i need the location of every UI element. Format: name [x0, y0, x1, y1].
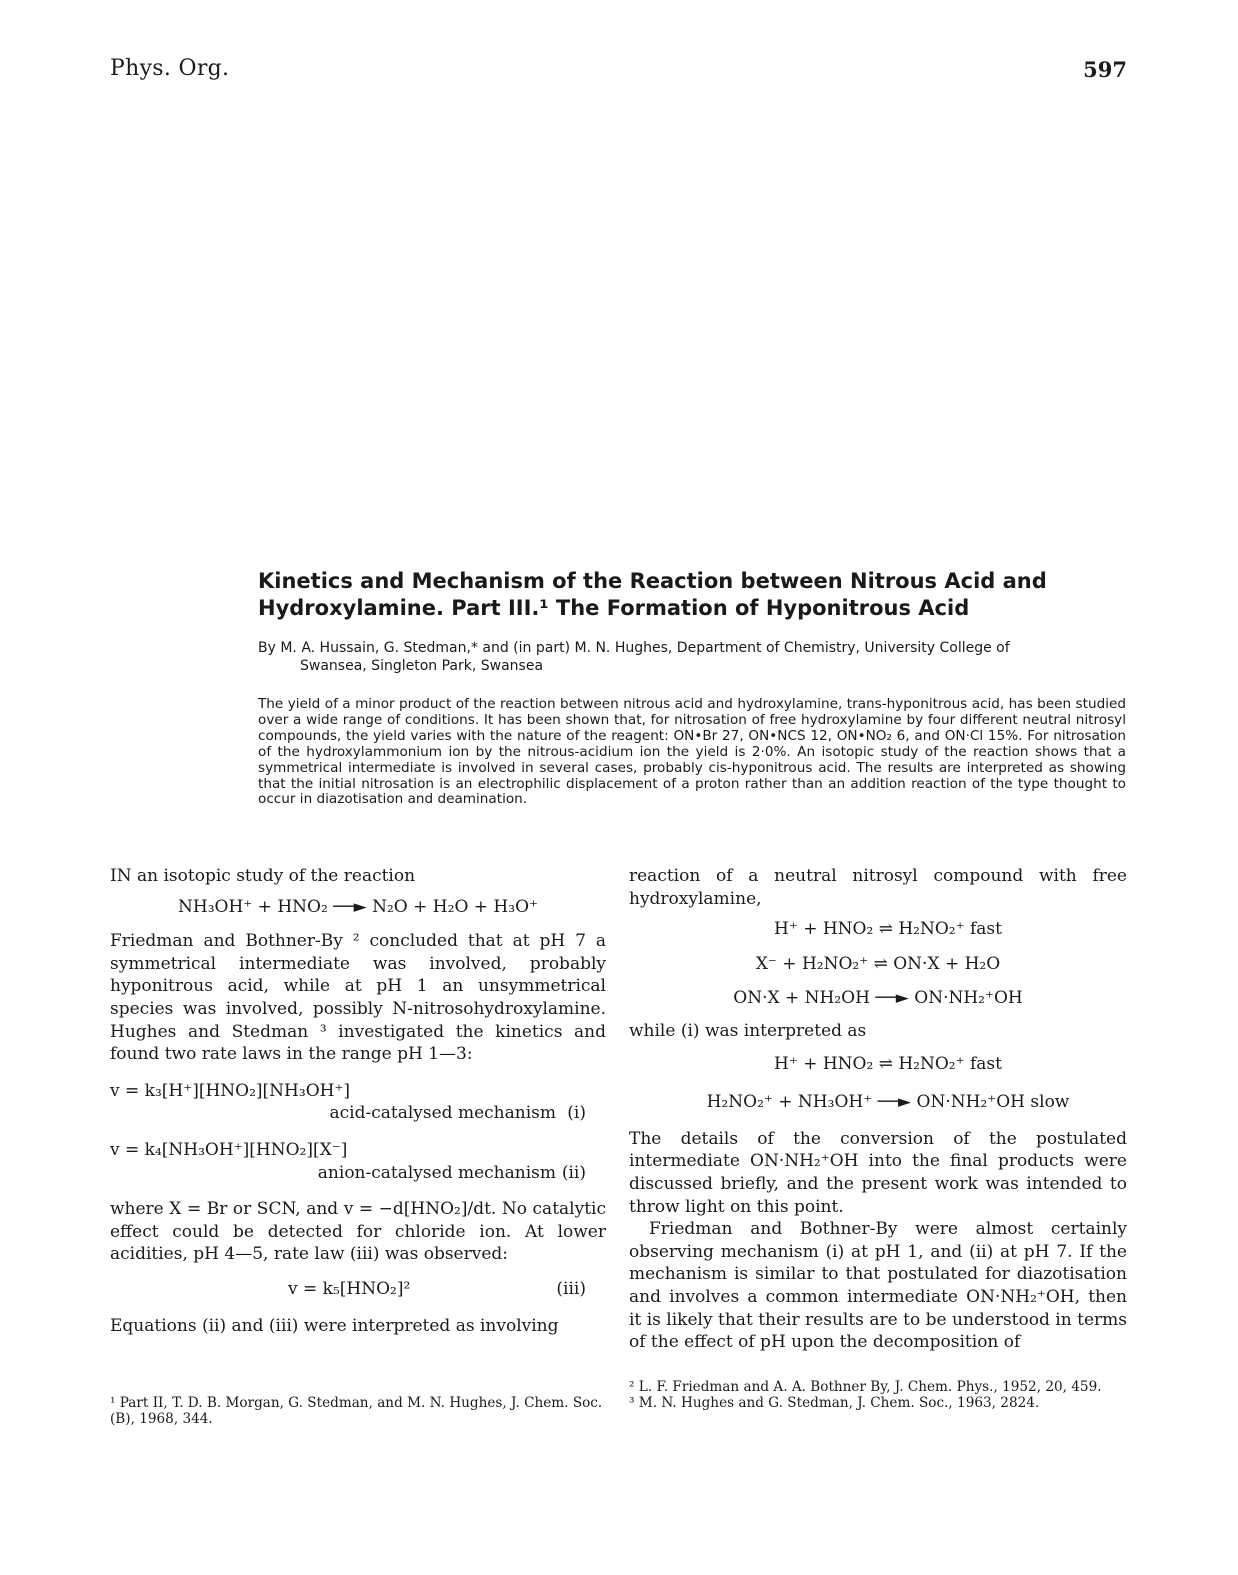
rate-law-i-label: acid-catalysed mechanism: [329, 1103, 556, 1124]
rate-law-i-equation: v = k₃[H⁺][HNO₂][NH₃OH⁺]: [110, 1080, 351, 1101]
article-title: [258, 568, 1128, 622]
mechanism-eq-a2: X⁻ + H₂NO₂⁺ ⇌ ON·X + H₂O: [755, 953, 1001, 974]
mechanism-eq-a3: ON·X + NH₂OH ──► ON·NH₂⁺OH: [733, 988, 1023, 1009]
reaction-equation: NH₃OH⁺ + HNO₂ ──► N₂O + H₂O + H₃O⁺: [178, 896, 538, 917]
byline-line-2: Swansea, Singleton Park, Swansea: [300, 658, 544, 674]
mechanism-eq-b2: H₂NO₂⁺ + NH₃OH⁺ ──► ON·NH₂⁺OH slow: [706, 1092, 1070, 1113]
rate-law-ii-label: anion-catalysed mechanism: [317, 1162, 556, 1183]
rate-law-iii-equation: v = k₅[HNO₂]²: [288, 1278, 411, 1299]
title-line-1: Kinetics and Mechanism of the Reaction between Nitrous Acid and: [258, 569, 1047, 593]
left-column: [110, 865, 606, 1337]
rate-law-i-number: (i): [567, 1103, 586, 1124]
byline-line-1: By M. A. Hussain, G. Stedman,* and (in part) M. N. Hughes, Department of Chemistry, University College of: [258, 640, 1010, 656]
footnote-2: ² L. F. Friedman and A. A. Bothner By, J. Chem. Phys., 1952, 20, 459.: [629, 1379, 1102, 1395]
body-paragraph: while (i) was interpreted as: [629, 1020, 867, 1041]
abstract: The yield of a minor product of the reaction between nitrous acid and hydroxylamine, trans-hyponitrous acid, has been studied over a wide range of conditions. It has been shown that, for nitrosation of free hydroxylamine by four different neutral nitrosyl compounds, the yield varies with the nature of the reagent: ON•Br 27, ON•NCS 12, ON•NO₂ 6, and ON·Cl 15%. For nitrosation of the hydroxylammonium ion by the nitrous-acidium ion the yield is 2·0%. An isotopic study of the reaction shows that a symmetrical intermediate is involved in several cases, probably cis-hyponitrous acid. The results are interpreted as showing that the initial nitrosation is an electrophilic displacement of a proton rather than an addition reaction of the type thought to occur in diazotisation and deamination.: [258, 696, 1126, 808]
byline: [258, 639, 1126, 675]
footnote-1: ¹ Part II, T. D. B. Morgan, G. Stedman, and M. N. Hughes, J. Chem. Soc. (B), 1968, 344.: [110, 1395, 603, 1427]
rate-law-i-caption: [110, 1102, 606, 1125]
footnote-3: ³ M. N. Hughes and G. Stedman, J. Chem. Soc., 1963, 2824.: [629, 1395, 1040, 1411]
running-head: Phys. Org.: [110, 56, 230, 81]
body-paragraph: Equations (ii) and (iii) were interpreted as involving: [110, 1315, 559, 1336]
rate-law-ii-caption: [110, 1162, 606, 1185]
rate-law-ii-number: (ii): [561, 1162, 586, 1183]
title-line-2: Hydroxylamine. Part III.¹ The Formation of Hyponitrous Acid: [258, 596, 970, 620]
right-column: [629, 865, 1127, 1354]
body-paragraph: reaction of a neutral nitrosyl compound with free hydroxylamine,: [629, 866, 1127, 909]
rate-law-ii: [110, 1139, 606, 1162]
body-paragraph: where X = Br or SCN, and v = −d[HNO₂]/dt. No catalytic effect could be detected for chloride ion. At lower acidities, pH 4—5, rate law (iii) was observed:: [110, 1199, 606, 1265]
mechanism-eq-a1: H⁺ + HNO₂ ⇌ H₂NO₂⁺ fast: [774, 919, 1002, 940]
rate-law-iii-number: (iii): [556, 1278, 586, 1299]
mechanism-eq-b1: H⁺ + HNO₂ ⇌ H₂NO₂⁺ fast: [774, 1053, 1002, 1074]
intro-sentence: IN an isotopic study of the reaction: [110, 866, 416, 886]
rate-law-iii: [110, 1278, 606, 1301]
body-paragraph: Friedman and Bothner-By ² concluded that at pH 7 a symmetrical intermediate was involved, probably hyponitrous acid, while at pH 1 an unsymmetrical species was involved, possibly N-nitrosohydroxylamine. Hughes and Stedman ³ investigated the kinetics and found two rate laws in the range pH 1—3:: [110, 931, 606, 1065]
body-paragraph: The details of the conversion of the postulated intermediate ON·NH₂⁺OH into the final products were discussed briefly, and the present work was intended to throw light on this point.: [629, 1128, 1127, 1217]
body-paragraph: Friedman and Bothner-By were almost certainly observing mechanism (i) at pH 1, and (ii) at pH 7. If the mechanism is similar to that postulated for diazotisation and involves a common intermediate ON·NH₂⁺OH, then it is likely that their results are to be understood in terms of the effect of pH upon the decomposition of: [629, 1219, 1127, 1353]
rate-law-i: [110, 1080, 606, 1103]
page-number: 597: [1083, 57, 1127, 82]
footnotes-right: [629, 1379, 1127, 1411]
rate-law-ii-equation: v = k₄[NH₃OH⁺][HNO₂][X⁻]: [110, 1139, 348, 1160]
